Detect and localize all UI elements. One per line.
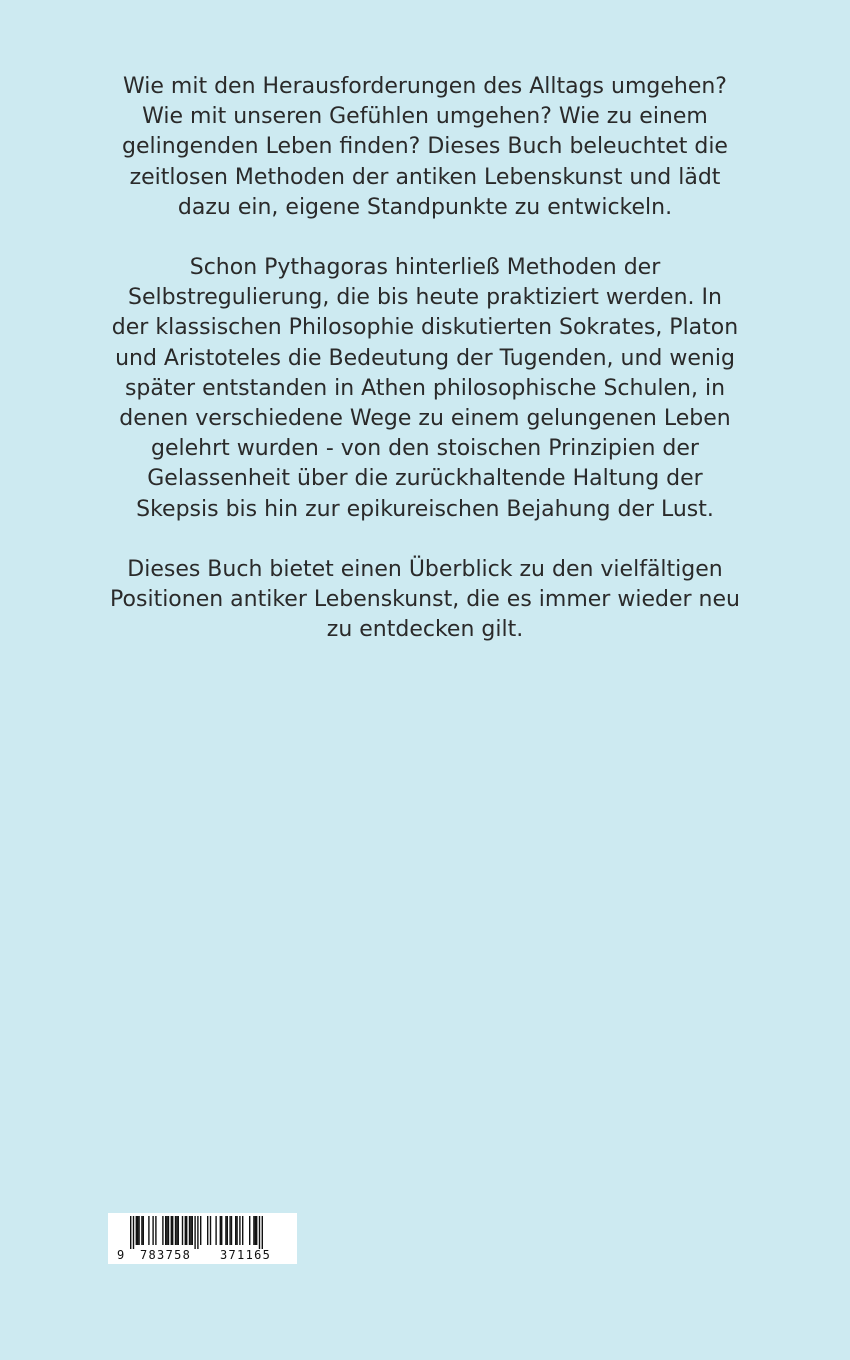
barcode-bar — [162, 1216, 163, 1245]
isbn-left-group: 783758 — [140, 1248, 192, 1262]
barcode-bar — [190, 1216, 191, 1245]
barcode-bar — [130, 1216, 131, 1249]
barcode-bar — [178, 1216, 179, 1245]
barcode-bar — [168, 1216, 169, 1245]
barcode-bar — [185, 1216, 186, 1245]
barcode-bar — [175, 1216, 176, 1245]
barcode-bar — [225, 1216, 226, 1245]
barcode-bar — [137, 1216, 138, 1245]
barcode-bar — [262, 1216, 263, 1249]
barcode-bar — [152, 1216, 153, 1245]
barcode-bar — [171, 1216, 172, 1245]
barcode-bar — [141, 1216, 142, 1245]
barcode-bar — [231, 1216, 232, 1245]
blurb-paragraph-2: Schon Pythagoras hinterließ Methoden der Selbstregulierung, die bis heute praktiziert werden. In der klassischen Philosophie diskutierten Sokrates, Platon und Aristoteles die Bedeutung der Tugenden, und wenig später entstanden in Athen philosophische Schulen, in denen verschiedene Wege zu einem gelungenen Leben gelehrt wurden - von den stoischen Prinzipien der Gelassenheit über die zurückhaltende Haltung der Skepsis bis hin zur epikureischen Bejahung der Lust. — [111, 255, 739, 522]
barcode-bar — [165, 1216, 166, 1245]
barcode-bar — [172, 1216, 173, 1245]
barcode-bar — [138, 1216, 139, 1245]
barcode-bar — [220, 1216, 221, 1245]
back-cover-blurb — [110, 72, 740, 675]
barcode-bar — [207, 1216, 208, 1245]
barcode-bar — [194, 1216, 195, 1249]
barcode-bar — [176, 1216, 177, 1245]
barcode-bar — [229, 1216, 230, 1245]
isbn-lead-digit: 9 — [117, 1248, 125, 1262]
barcode-bar — [227, 1216, 228, 1245]
barcode-bar — [256, 1216, 257, 1245]
isbn-barcode — [108, 1213, 297, 1264]
barcode-bar — [166, 1216, 167, 1245]
barcode-bar — [186, 1216, 187, 1245]
isbn-right-group: 371165 — [220, 1248, 272, 1262]
barcode-bar — [210, 1216, 211, 1245]
barcode-bar — [259, 1216, 260, 1249]
barcode-bar — [239, 1216, 240, 1245]
barcode-bar — [235, 1216, 236, 1245]
barcode-bar — [255, 1216, 256, 1245]
barcode-bar — [215, 1216, 216, 1245]
barcode-bar — [242, 1216, 243, 1245]
barcode-bar — [192, 1216, 193, 1245]
barcode-bars — [108, 1213, 297, 1249]
barcode-bar — [155, 1216, 156, 1245]
barcode-bar — [200, 1216, 201, 1245]
barcode-bar — [236, 1216, 237, 1245]
barcode-bar — [189, 1216, 190, 1245]
barcode-bar — [221, 1216, 222, 1245]
blurb-paragraph-3: Dieses Buch bietet einen Überblick zu den vielfältigen Positionen antiker Lebenskunst, die es immer wieder neu zu entdecken gilt. — [110, 556, 740, 643]
barcode-bar — [249, 1216, 250, 1245]
barcode-bar — [197, 1216, 198, 1249]
barcode-bar — [182, 1216, 183, 1245]
barcode-bar — [253, 1216, 254, 1245]
barcode-bar — [136, 1216, 137, 1245]
barcode-bar — [133, 1216, 134, 1249]
barcode-bar — [143, 1216, 144, 1245]
blurb-paragraph-1: Wie mit den Herausforderungen des Alltags umgehen? Wie mit unseren Gefühlen umgehen? Wie zu einem gelingenden Leben finden? Dieses Buch beleuchtet die zeitlosen Methoden der antiken Lebenskunst und lädt dazu ein, eigene Standpunkte zu entwickeln. — [122, 74, 728, 220]
barcode-bar — [148, 1216, 149, 1245]
